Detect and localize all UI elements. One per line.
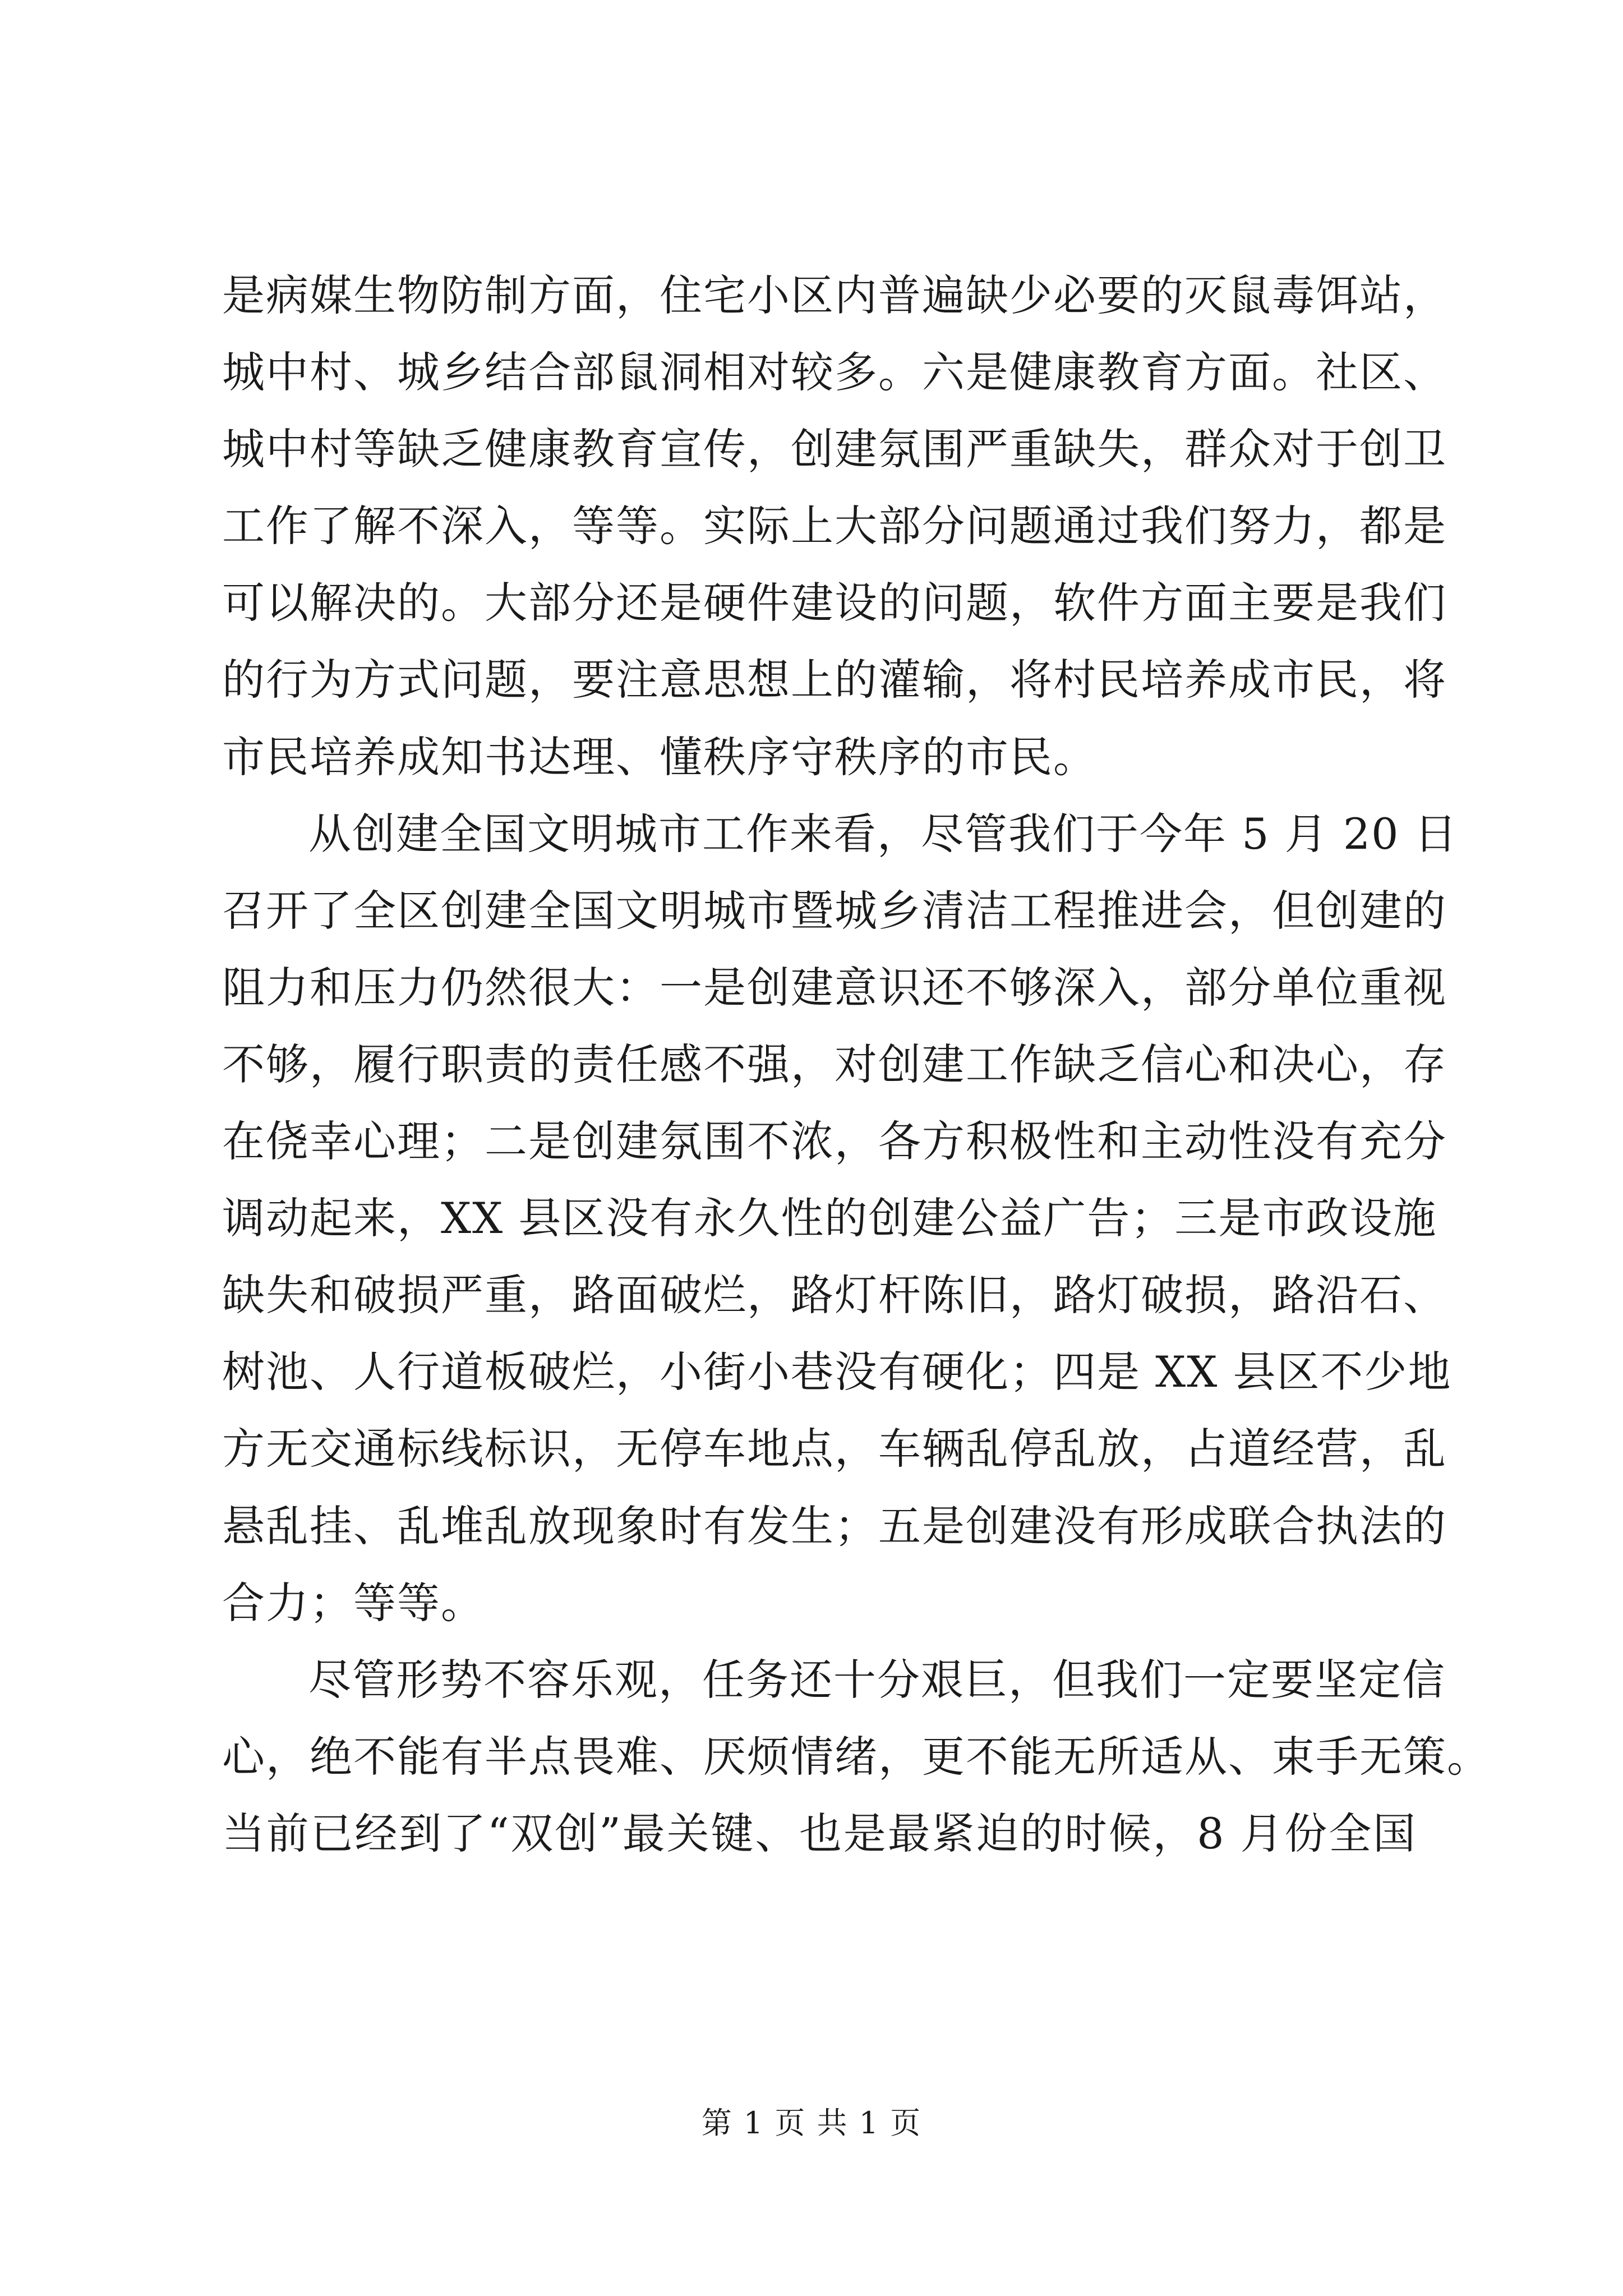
text-line: 可以解决的。大部分还是硬件建设的问题，软件方面主要是我们: [222, 578, 1447, 628]
text-line: 市民培养成知书达理、懂秩序守秩序的市民。: [222, 731, 1097, 782]
text-line: 阻力和压力仍然很大：一是创建意识还不够深入，部分单位重视: [222, 962, 1447, 1013]
text-line: 尽管形势不容乐观，任务还十分艰巨，但我们一定要坚定信: [308, 1654, 1446, 1705]
text-line: 的行为方式问题，要注意思想上的灌输，将村民培养成市民，将: [222, 655, 1447, 705]
text-line: 工作了解不深入，等等。实际上大部分问题通过我们努力，都是: [222, 501, 1447, 551]
text-line: 树池、人行道板破烂，小街小巷没有硬化；四是 XX 县区不少地: [222, 1347, 1452, 1397]
text-line: 悬乱挂、乱堆乱放现象时有发生；五是创建没有形成联合执法的: [222, 1501, 1447, 1551]
paragraph: [222, 795, 1458, 1641]
text-line: 缺失和破损严重，路面破烂，路灯杆陈旧，路灯破损，路沿石、: [222, 1270, 1447, 1320]
text-line: 城中村、城乡结合部鼠洞相对较多。六是健康教育方面。社区、: [222, 347, 1447, 398]
text-line: 合力；等等。: [222, 1577, 485, 1628]
text-line: 在侥幸心理；二是创建氛围不浓，各方积极性和主动性没有充分: [222, 1116, 1447, 1167]
text-line: 是病媒生物防制方面，住宅小区内普遍缺少必要的灭鼠毒饵站，: [222, 270, 1447, 320]
text-line: 心，绝不能有半点畏难、厌烦情绪，更不能无所适从、束手无策。: [222, 1731, 1491, 1782]
text-line: 调动起来，XX 县区没有永久性的创建公益广告；三是市政设施: [222, 1193, 1437, 1244]
paragraph: [222, 1641, 1491, 1872]
paragraph: [222, 257, 1447, 795]
document-body: [222, 257, 1491, 1872]
page-footer: 第 1 页 共 1 页: [701, 2105, 922, 2141]
text-line: 城中村等缺乏健康教育宣传，创建氛围严重缺失，群众对于创卫: [222, 424, 1447, 475]
text-line: 当前已经到了“双创”最关键、也是最紧迫的时候，8 月份全国: [222, 1808, 1417, 1858]
text-line: 不够，履行职责的责任感不强，对创建工作缺乏信心和决心，存: [222, 1039, 1447, 1089]
text-line: 方无交通标线标识，无停车地点，车辆乱停乱放，占道经营，乱: [222, 1424, 1447, 1474]
text-line: 从创建全国文明城市工作来看，尽管我们于今年 5 月 20 日: [308, 808, 1458, 859]
text-line: 召开了全区创建全国文明城市暨城乡清洁工程推进会，但创建的: [222, 885, 1447, 936]
